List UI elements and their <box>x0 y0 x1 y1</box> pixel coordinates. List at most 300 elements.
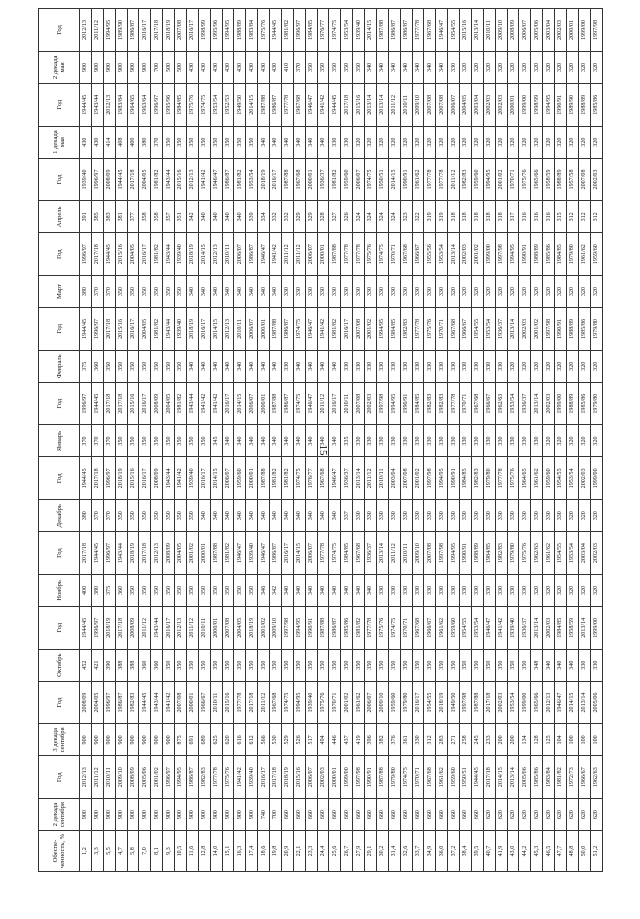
table-cell: 358 <box>139 201 151 233</box>
table-cell: 2017/18 <box>139 532 151 575</box>
table-cell: 350 <box>519 649 531 681</box>
table-cell: 350 <box>163 350 175 382</box>
table-cell: 15,1 <box>222 831 234 872</box>
table-cell: 1963/64 <box>139 83 151 126</box>
table-cell: 430 <box>270 51 282 83</box>
table-cell: 2007/08 <box>175 681 187 724</box>
table-cell: 1953/54 <box>483 308 495 351</box>
column-header: 1 декада мая <box>39 126 80 158</box>
table-cell: 2006/07 <box>448 83 460 126</box>
table-cell: 340 <box>234 276 246 308</box>
table-cell: 100 <box>578 724 590 756</box>
table-cell: 1975/76 <box>186 83 198 126</box>
table-cell: 350 <box>151 276 163 308</box>
table-cell: 740 <box>258 799 270 831</box>
table-cell: 2007/08 <box>175 9 187 52</box>
table-cell: 530 <box>270 724 282 756</box>
table-cell: 330 <box>507 425 519 457</box>
table-cell: 421 <box>91 649 103 681</box>
table-row <box>495 9 507 872</box>
table-cell: 1975/76 <box>424 308 436 351</box>
table-cell: 900 <box>91 724 103 756</box>
table-cell: 900 <box>139 799 151 831</box>
table-cell: 700 <box>270 799 282 831</box>
table-cell: 2001/02 <box>531 308 543 351</box>
table-cell: 322 <box>412 201 424 233</box>
table-cell: 350 <box>139 276 151 308</box>
table-cell: 1939/40 <box>175 308 187 351</box>
table-cell: 1939/40 <box>353 9 365 52</box>
table-cell: 350 <box>341 51 353 83</box>
table-cell: 320 <box>471 276 483 308</box>
table-cell: 330 <box>329 276 341 308</box>
table-cell: 2013/14 <box>365 83 377 126</box>
table-cell: 2003/04 <box>578 532 590 575</box>
table-cell: 2016/17 <box>258 756 270 799</box>
table-cell: 1976/77 <box>317 9 329 52</box>
table-cell: 1936/37 <box>317 158 329 201</box>
table-cell: 2011/12 <box>91 9 103 52</box>
table-row <box>471 9 483 872</box>
table-cell: 1944/45 <box>139 681 151 724</box>
table-cell: 330 <box>507 500 519 532</box>
table-cell: 1943/44 <box>151 681 163 724</box>
table-cell: 320 <box>531 350 543 382</box>
table-cell: 350 <box>163 649 175 681</box>
table-cell: 2016/17 <box>281 532 293 575</box>
table-cell: 1999/00 <box>341 756 353 799</box>
table-cell: 1944/45 <box>270 9 282 52</box>
table-cell: 375 <box>80 350 92 382</box>
table-cell: 2004/05 <box>127 233 139 276</box>
table-cell: 2013/14 <box>353 457 365 500</box>
table-cell: 1950/51 <box>460 756 472 799</box>
table-cell: 1943/44 <box>91 83 103 126</box>
table-cell: 1961/62 <box>436 606 448 649</box>
table-cell: 1984/85 <box>412 382 424 425</box>
table-cell: 340 <box>305 425 317 457</box>
table-cell: 1990/91 <box>519 233 531 276</box>
table-cell: 1939/40 <box>246 532 258 575</box>
table-cell: 2017/18 <box>91 457 103 500</box>
table-cell: 340 <box>388 51 400 83</box>
table-cell: 330 <box>531 425 543 457</box>
table-cell: 1988/89 <box>471 532 483 575</box>
table-cell: 320 <box>412 126 424 158</box>
table-cell: 1966/67 <box>424 606 436 649</box>
table-cell: 2014/15 <box>365 9 377 52</box>
table-cell: 430 <box>234 51 246 83</box>
table-cell: 2002/03 <box>543 606 555 649</box>
table-cell: 370 <box>151 126 163 158</box>
table-cell: 1996/97 <box>103 532 115 575</box>
table-cell: 1950/51 <box>376 158 388 201</box>
column-header: Год <box>39 233 80 276</box>
table-cell: 2018/19 <box>186 308 198 351</box>
table-cell: 350 <box>281 649 293 681</box>
table-cell: 2006/07 <box>305 756 317 799</box>
table-cell: 2009/10 <box>376 681 388 724</box>
table-cell: 350 <box>341 649 353 681</box>
table-cell: 350 <box>293 649 305 681</box>
table-cell: 1958/59 <box>566 606 578 649</box>
table-cell: 691 <box>186 724 198 756</box>
table-cell: 2007/08 <box>424 532 436 575</box>
table-cell: 1961/62 <box>353 681 365 724</box>
table-cell: 1953/54 <box>436 233 448 276</box>
table-cell: 2011/12 <box>317 382 329 425</box>
table-cell: 1970/71 <box>329 681 341 724</box>
table-cell: 396 <box>365 724 377 756</box>
table-cell: 2008/09 <box>127 756 139 799</box>
table-cell: 320 <box>436 126 448 158</box>
table-row <box>270 9 282 872</box>
table-cell: 24,4 <box>317 831 329 872</box>
table-cell: 320 <box>471 51 483 83</box>
table-cell: 2006/07 <box>353 158 365 201</box>
table-cell: 1967/68 <box>412 606 424 649</box>
table-cell: 1994/95 <box>436 457 448 500</box>
table-cell: 315 <box>555 201 567 233</box>
table-cell: 330 <box>436 500 448 532</box>
table-cell: 330 <box>353 350 365 382</box>
table-cell: 390 <box>103 649 115 681</box>
table-cell: 660 <box>471 799 483 831</box>
table-cell: 2015/16 <box>175 158 187 201</box>
table-cell: 2000/01 <box>566 9 578 52</box>
table-cell: 2015/16 <box>127 382 139 425</box>
table-cell: 430 <box>246 51 258 83</box>
table-cell: 320 <box>460 276 472 308</box>
table-cell: 1944/45 <box>80 606 92 649</box>
table-cell: 350 <box>234 574 246 606</box>
table-cell: 1977/78 <box>234 681 246 724</box>
table-cell: 340 <box>198 276 210 308</box>
table-cell: 1979/80 <box>590 308 602 351</box>
table-cell: 330 <box>448 350 460 382</box>
table-cell: 376 <box>388 724 400 756</box>
table-cell: 2004/05 <box>234 606 246 649</box>
table-cell: 1970/71 <box>436 308 448 351</box>
table-cell: 320 <box>590 574 602 606</box>
table-cell: 2008/09 <box>103 158 115 201</box>
table-cell: 1936/37 <box>519 606 531 649</box>
table-cell: 900 <box>127 724 139 756</box>
table-cell: 320 <box>495 276 507 308</box>
table-cell: 2013/14 <box>531 606 543 649</box>
column-header: Год <box>39 756 80 799</box>
table-cell: 1986/87 <box>222 158 234 201</box>
table-cell: 320 <box>531 51 543 83</box>
table-cell: 1959/60 <box>543 457 555 500</box>
table-cell: 900 <box>115 724 127 756</box>
table-cell: 388 <box>127 649 139 681</box>
table-cell: 330 <box>317 276 329 308</box>
table-cell: 1936/37 <box>341 457 353 500</box>
table-cell: 900 <box>163 799 175 831</box>
table-cell: 1944/45 <box>471 756 483 799</box>
table-cell: 340 <box>186 276 198 308</box>
table-cell: 330 <box>424 500 436 532</box>
table-row <box>590 9 602 872</box>
table-cell: 620 <box>495 799 507 831</box>
table-row <box>507 9 519 872</box>
table-cell: 2011/12 <box>139 606 151 649</box>
table-cell: 330 <box>448 500 460 532</box>
table-cell: 340 <box>317 500 329 532</box>
table-cell: 330 <box>424 425 436 457</box>
table-cell: 380 <box>80 500 92 532</box>
table-cell: 2003/04 <box>543 9 555 52</box>
table-cell: 1986/87 <box>186 756 198 799</box>
table-cell: 46,5 <box>543 831 555 872</box>
table-cell: 430 <box>80 126 92 158</box>
table-cell: 1986/87 <box>388 9 400 52</box>
table-cell: 340 <box>270 350 282 382</box>
table-cell: 320 <box>424 126 436 158</box>
table-row <box>436 9 448 872</box>
table-cell: 1967/68 <box>293 83 305 126</box>
table-cell: 1943/44 <box>186 382 198 425</box>
table-cell: 340 <box>305 574 317 606</box>
table-cell: 350 <box>305 649 317 681</box>
table-cell: 2000/01 <box>186 681 198 724</box>
table-cell: 340 <box>293 574 305 606</box>
table-cell: 1994/95 <box>103 9 115 52</box>
table-cell: 1977/78 <box>424 158 436 201</box>
table-cell: 430 <box>210 51 222 83</box>
table-cell: 1949/50 <box>448 681 460 724</box>
table-cell: 1986/87 <box>270 532 282 575</box>
table-row <box>198 9 210 872</box>
table-cell: 1954/55 <box>460 606 472 649</box>
table-cell: 330 <box>412 574 424 606</box>
table-row <box>317 9 329 872</box>
table-cell: 330 <box>495 574 507 606</box>
table-cell: 1979/80 <box>388 756 400 799</box>
table-cell: 340 <box>281 574 293 606</box>
table-cell: 2007/08 <box>436 83 448 126</box>
table-cell: 1974/75 <box>293 382 305 425</box>
table-row <box>412 9 424 872</box>
table-cell: 330 <box>483 425 495 457</box>
table-cell: 320 <box>590 51 602 83</box>
table-cell: 330 <box>365 350 377 382</box>
table-cell: 1953/54 <box>566 457 578 500</box>
table-row <box>365 9 377 872</box>
table-cell: 1962/63 <box>590 756 602 799</box>
table-cell: 1996/97 <box>103 457 115 500</box>
table-cell: 2001/02 <box>151 756 163 799</box>
table-cell: 340 <box>317 425 329 457</box>
table-cell: 340 <box>258 350 270 382</box>
table-cell: 1974/75 <box>293 308 305 351</box>
table-cell: 1939/40 <box>186 457 198 500</box>
table-cell: 1981/82 <box>329 158 341 201</box>
table-cell: 2013/14 <box>507 308 519 351</box>
table-cell: 320 <box>578 51 590 83</box>
table-cell: 330 <box>412 724 424 756</box>
table-cell: 340 <box>222 201 234 233</box>
table-cell: 2007/08 <box>578 158 590 201</box>
table-cell: 900 <box>103 799 115 831</box>
table-cell: 340 <box>222 276 234 308</box>
table-cell: 1944/45 <box>91 382 103 425</box>
table-cell: 324 <box>376 201 388 233</box>
table-cell: 1981/82 <box>270 457 282 500</box>
table-cell: 358 <box>151 201 163 233</box>
table-cell: 1977/78 <box>210 756 222 799</box>
table-cell: 1972/73 <box>566 756 578 799</box>
table-cell: 900 <box>115 799 127 831</box>
table-cell: 330 <box>376 574 388 606</box>
table-cell: 430 <box>186 51 198 83</box>
table-cell: 340 <box>222 350 234 382</box>
table-cell: 350 <box>127 425 139 457</box>
table-cell: 2007/08 <box>353 382 365 425</box>
table-cell: 1974/75 <box>388 606 400 649</box>
table-cell: 2013/14 <box>471 9 483 52</box>
table-cell: 340 <box>210 276 222 308</box>
table-cell: 10,5 <box>175 831 187 872</box>
table-cell: 12,8 <box>198 831 210 872</box>
table-cell: 377 <box>127 201 139 233</box>
table-cell: 2015/16 <box>222 681 234 724</box>
table-cell: 350 <box>151 500 163 532</box>
table-cell: 2017/18 <box>246 681 258 724</box>
table-cell: 1946/47 <box>305 83 317 126</box>
table-cell: 350 <box>424 649 436 681</box>
table-cell: 2015/16 <box>353 83 365 126</box>
table-cell: 320 <box>578 574 590 606</box>
table-cell: 1997/98 <box>353 756 365 799</box>
table-cell: 330 <box>483 574 495 606</box>
table-cell: 1953/54 <box>210 83 222 126</box>
table-cell: 1990/91 <box>448 457 460 500</box>
table-cell: 1983/84 <box>115 83 127 126</box>
table-cell: 1982/83 <box>424 382 436 425</box>
table-cell: 330 <box>388 425 400 457</box>
table-cell: 316 <box>519 201 531 233</box>
table-row <box>222 9 234 872</box>
table-cell: 330 <box>353 425 365 457</box>
table-cell: 2009/10 <box>270 606 282 649</box>
column-header: Год <box>39 532 80 575</box>
table-cell: 330 <box>400 350 412 382</box>
table-cell: 350 <box>198 649 210 681</box>
table-cell: 1943/44 <box>163 308 175 351</box>
table-cell: 1982/83 <box>460 158 472 201</box>
table-cell: 340 <box>270 500 282 532</box>
table-cell: 350 <box>163 500 175 532</box>
table-cell: 2003/04 <box>388 457 400 500</box>
table-row <box>127 9 139 872</box>
table-cell: 318 <box>471 201 483 233</box>
table-cell: 330 <box>507 574 519 606</box>
table-cell: 320 <box>543 276 555 308</box>
table-cell: 1962/63 <box>495 382 507 425</box>
table-cell: 312 <box>424 724 436 756</box>
table-cell: 2007/08 <box>400 457 412 500</box>
table-cell: 330 <box>483 500 495 532</box>
table-cell: 2004/05 <box>175 532 187 575</box>
table-row <box>246 9 258 872</box>
table-cell: 320 <box>566 574 578 606</box>
table-cell: 350 <box>175 425 187 457</box>
table-cell: 1965/66 <box>531 681 543 724</box>
table-cell: 1954/55 <box>448 9 460 52</box>
table-cell: 134 <box>519 724 531 756</box>
table-cell: 1941/42 <box>175 457 187 500</box>
table-cell: 1984/85 <box>555 606 567 649</box>
table-cell: 2000/01 <box>246 457 258 500</box>
table-cell: 1998/99 <box>531 83 543 126</box>
table-cell: 875 <box>175 724 187 756</box>
table-cell: 2004/05 <box>460 83 472 126</box>
table-cell: 320 <box>471 126 483 158</box>
table-cell: 1953/54 <box>471 606 483 649</box>
table-cell: 1994/95 <box>388 382 400 425</box>
table-cell: 1977/78 <box>365 606 377 649</box>
table-cell: 340 <box>412 51 424 83</box>
table-cell: 1987/88 <box>317 606 329 649</box>
table-cell: 320 <box>543 126 555 158</box>
table-cell: 18,6 <box>258 831 270 872</box>
table-cell: 1967/68 <box>293 158 305 201</box>
table-cell: 900 <box>80 51 92 83</box>
table-cell: 2002/03 <box>483 83 495 126</box>
table-cell: 900 <box>186 799 198 831</box>
table-cell: 320 <box>543 425 555 457</box>
table-cell: 380 <box>139 126 151 158</box>
table-cell: 2000/01 <box>507 83 519 126</box>
table-cell: 1996/97 <box>151 83 163 126</box>
table-cell: 319 <box>436 201 448 233</box>
table-cell: 1985/86 <box>578 382 590 425</box>
table-cell: 1941/42 <box>210 382 222 425</box>
table-cell: 330 <box>424 276 436 308</box>
table-cell: 340 <box>234 350 246 382</box>
table-cell: 50,0 <box>578 831 590 872</box>
table-row <box>115 9 127 872</box>
table-cell: 660 <box>400 799 412 831</box>
table-cell: 320 <box>400 126 412 158</box>
table-cell: 350 <box>258 649 270 681</box>
table-cell: 2006/07 <box>222 457 234 500</box>
table-cell: 2002/03 <box>519 308 531 351</box>
table-cell: 350 <box>270 649 282 681</box>
table-cell: 2012/13 <box>186 158 198 201</box>
table-cell: 1985/86 <box>531 756 543 799</box>
table-cell: 1981/82 <box>353 606 365 649</box>
table-cell: 620 <box>531 799 543 831</box>
table-cell: 370 <box>103 425 115 457</box>
table-cell: 350 <box>222 649 234 681</box>
table-cell: 2001/02 <box>365 308 377 351</box>
table-cell: 1955/56 <box>424 233 436 276</box>
table-cell: 1946/47 <box>258 233 270 276</box>
table-cell: 2018/19 <box>163 9 175 52</box>
table-cell: 370 <box>293 51 305 83</box>
table-cell: 27,9 <box>353 831 365 872</box>
table-cell: 350 <box>127 574 139 606</box>
table-cell: 1994/95 <box>507 233 519 276</box>
table-cell: 1977/78 <box>412 9 424 52</box>
table-cell: 1988/89 <box>555 158 567 201</box>
table-cell: 660 <box>436 799 448 831</box>
table-cell: 2006/07 <box>234 233 246 276</box>
table-cell: 900 <box>80 724 92 756</box>
